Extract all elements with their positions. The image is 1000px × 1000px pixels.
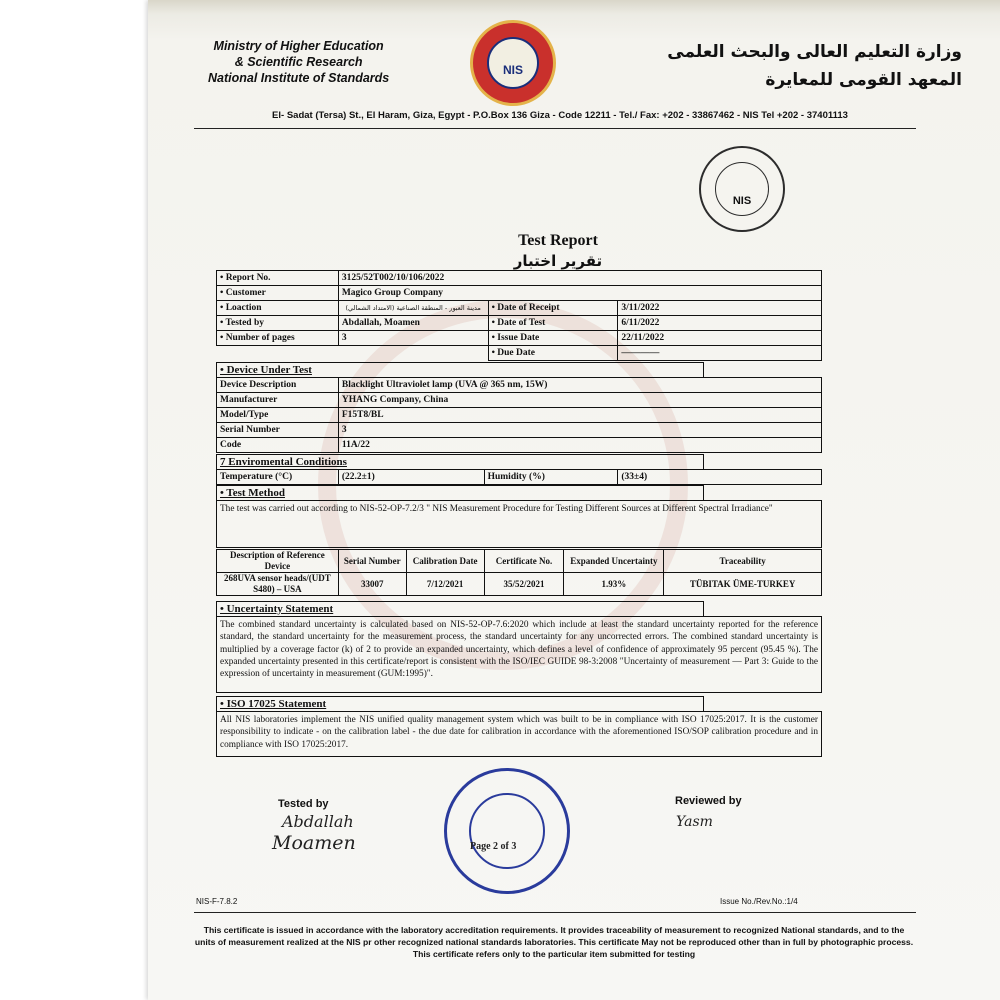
customer-label: • Customer <box>217 286 339 301</box>
model-label: Model/Type <box>217 408 339 423</box>
ministry-ar-line-2: المعهد القومى للمعايرة <box>765 70 962 90</box>
table-row <box>217 573 822 596</box>
table-row <box>217 408 822 423</box>
uncertainty-text: The combined standard uncertainty is calculated based on NIS-52-OP-7.6:2020 which include at least the standard uncertainty reported for the reference standard, the standard uncertainty for the measurement process, the standard uncertainty for any uncorrected errors. The combined standard uncertainty is multiplied by a coverage factor (k) of 2 to provide an expanded uncertainty, which defines a level of confidence of approximately 95 percent (95.45 %). The expanded uncertainty presented in this certificate/report is consistent with the ISO/IEC GUIDE 98-3:2008 "Uncertainty of measurement — Part 3: Guide to the expression of uncertainty in measurement (GUM:1995)". <box>216 616 822 693</box>
ref-col-serial: Serial Number <box>338 550 406 573</box>
ref-certificate: 35/52/2021 <box>484 573 564 596</box>
due-date-label: • Due Date <box>488 346 618 361</box>
ministry-header-ar <box>667 38 962 94</box>
tested-by-sign-label: Tested by <box>278 798 329 810</box>
code-value: 11A/22 <box>338 438 821 453</box>
reviewed-by-label: Reviewed by <box>675 795 742 807</box>
table-row <box>217 423 822 438</box>
reference-table <box>216 549 822 596</box>
location-value: مدينة العبور - المنطقة الصناعية (الامتداد الشمالي) <box>338 301 488 316</box>
temperature-value: (22.2±1) <box>338 470 484 485</box>
code-label: Code <box>217 438 339 453</box>
form-code: NIS-F-7.8.2 <box>196 897 238 906</box>
method-heading: • Test Method <box>216 485 704 501</box>
device-table <box>216 377 822 453</box>
test-date-label: • Date of Test <box>488 316 618 331</box>
pages-value: 3 <box>338 331 488 346</box>
serial-value: 3 <box>338 423 821 438</box>
ref-traceability: TÜBITAK ÜME-TURKEY <box>664 573 822 596</box>
issue-rev: Issue No./Rev.No.:1/4 <box>720 897 798 906</box>
customer-value: Magico Group Company <box>338 286 821 301</box>
iso-heading: • ISO 17025 Statement <box>216 696 704 712</box>
issue-date-label: • Issue Date <box>488 331 618 346</box>
report-info-table <box>216 270 822 361</box>
manufacturer-label: Manufacturer <box>217 393 339 408</box>
method-text: The test was carried out according to NIS-52-OP-7.2/3 " NIS Measurement Procedure for Testing Different Sources at Different Spectral Irradiance" <box>216 500 822 548</box>
table-row <box>217 346 822 361</box>
ref-col-cal-date: Calibration Date <box>406 550 484 573</box>
tested-signature-1: Abdallah <box>282 812 354 831</box>
humidity-label: Humidity (%) <box>484 470 618 485</box>
uncertainty-heading: • Uncertainty Statement <box>216 601 704 617</box>
device-description-label: Device Description <box>217 378 339 393</box>
ref-col-uncertainty: Expanded Uncertainty <box>564 550 664 573</box>
due-date-value: ———— <box>618 346 822 361</box>
header-divider <box>194 128 916 129</box>
table-row <box>217 286 822 301</box>
ref-col-traceability: Traceability <box>664 550 822 573</box>
footer-divider <box>194 912 916 913</box>
serial-label: Serial Number <box>217 423 339 438</box>
table-row <box>217 378 822 393</box>
ministry-header-en <box>208 38 389 86</box>
nis-logo-text: NIS <box>502 63 523 77</box>
table-row <box>217 470 822 485</box>
ref-description: 268UVA sensor heads/(UDT S480) – USA <box>217 573 339 596</box>
test-date-value: 6/11/2022 <box>618 316 822 331</box>
certificate-footer: This certificate is issued in accordance with the laboratory accreditation requirements. It provides traceability of measurement to recognized National standards, and to the units of measurement realized at the NIS pr other recognized national standards laboratories. This certificate May not be reproduced other than in full by photographic process. This certificate refers only to the particular item submitted for testing <box>194 925 914 959</box>
tested-by-value: Abdallah, Moamen <box>338 316 488 331</box>
report-no-value: 3125/52T002/10/106/2022 <box>338 271 821 286</box>
location-label: • Loaction <box>217 301 339 316</box>
ministry-line-2: & Scientific Research <box>234 55 363 69</box>
reviewed-signature: Yasm <box>676 814 713 830</box>
table-row <box>217 438 822 453</box>
certificate-page <box>148 0 1000 1000</box>
page-number: Page 2 of 3 <box>470 841 517 852</box>
ref-cal-date: 7/12/2021 <box>406 573 484 596</box>
device-description-value: Blacklight Ultraviolet lamp (UVA @ 365 nm, 15W) <box>338 378 821 393</box>
pages-label: • Number of pages <box>217 331 339 346</box>
ref-uncertainty: 1.93% <box>564 573 664 596</box>
model-value: F15T8/BL <box>338 408 821 423</box>
report-title-ar: تقرير اختبار <box>513 252 603 270</box>
ref-col-description: Description of Reference Device <box>217 550 339 573</box>
institute-name: National Institute of Standards <box>208 71 390 85</box>
env-heading: 7 Enviromental Conditions <box>216 454 704 470</box>
table-row <box>217 316 822 331</box>
institute-address: El- Sadat (Tersa) St., El Haram, Giza, Egypt - P.O.Box 136 Giza - Code 12211 - Tel./ Fax: +202 - 33867462 - NIS Tel +202 - 37401113 <box>272 110 848 121</box>
ministry-line-1: Ministry of Higher Education <box>213 39 384 53</box>
temperature-label: Temperature (°C) <box>217 470 339 485</box>
report-no-label: • Report No. <box>217 271 339 286</box>
official-stamp <box>444 768 570 894</box>
ref-col-certificate: Certificate No. <box>484 550 564 573</box>
humidity-value: (33±4) <box>618 470 822 485</box>
tested-signature-2: Moamen <box>272 832 356 854</box>
table-row <box>217 301 822 316</box>
table-row <box>217 331 822 346</box>
issue-date-value: 22/11/2022 <box>618 331 822 346</box>
nis-seal <box>699 146 785 232</box>
report-title: Test Report <box>518 232 598 249</box>
table-row <box>217 271 822 286</box>
ref-serial: 33007 <box>338 573 406 596</box>
nis-logo <box>470 20 556 106</box>
reference-header-row <box>217 550 822 573</box>
nis-seal-text: NIS <box>732 195 752 207</box>
device-heading: • Device Under Test <box>216 362 704 378</box>
env-table <box>216 469 822 485</box>
receipt-label: • Date of Receipt <box>488 301 618 316</box>
receipt-value: 3/11/2022 <box>618 301 822 316</box>
tested-by-label: • Tested by <box>217 316 339 331</box>
iso-text: All NIS laboratories implement the NIS unified quality management system which was built to be in compliance with ISO 17025:2017. It is the customer responsibility to indicate - on the calibration label - the due date for calibration in accordance with the aforementioned ISO/SOP calibration procedure and in compliance with ISO 17025:2017. <box>216 711 822 757</box>
manufacturer-value: YHANG Company, China <box>338 393 821 408</box>
table-row <box>217 393 822 408</box>
ministry-ar-line-1: وزارة التعليم العالى والبحث العلمى <box>667 42 962 62</box>
